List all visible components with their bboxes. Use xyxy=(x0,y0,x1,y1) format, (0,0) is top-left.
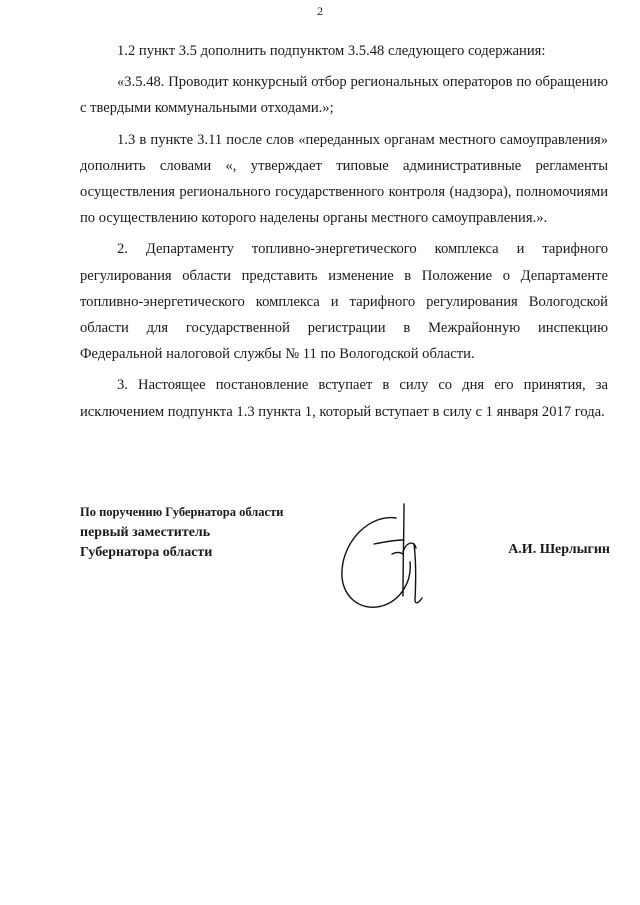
signer-name: А.И. Шерлыгин xyxy=(508,542,610,557)
signature-authority-line: По поручению Губернатора области xyxy=(80,505,284,519)
signature-position-line-2: Губернатора области xyxy=(80,545,213,560)
paragraph-quote-3-5-48: «3.5.48. Проводит конкурсный отбор региональных операторов по обращению с твердыми коммунальными отходами.»; xyxy=(80,74,608,117)
page-number: 2 xyxy=(317,4,323,18)
signature-title-block xyxy=(80,504,310,563)
signature-position-line: первый заместитель xyxy=(80,525,211,540)
handwritten-signature xyxy=(330,500,440,615)
paragraph-1-2: 1.2 пункт 3.5 дополнить подпунктом 3.5.48 следующего содержания: xyxy=(117,43,546,59)
paragraph-1-3: 1.3 в пункте 3.11 после слов «переданных органам местного самоуправления» дополнить словами «, утверждает типовые административные регламенты осуществления регионального государственного контроля (надзора), полномочиями по осуществлению которого наделены органы местного самоуправления.». xyxy=(80,131,608,227)
paragraph-2: 2. Департаменту топливно-энергетического комплекса и тарифного регулирования области представить изменение в Положение о Департаменте топливно-энергетического комплекса и тарифного регулирования Вологодской области для государственной регистрации в Межрайонную инспекцию Федеральной налоговой службы № 11 по Вологодской области. xyxy=(80,241,608,363)
document-body xyxy=(80,38,608,425)
paragraph-3: 3. Настоящее постановление вступает в силу со дня его принятия, за исключением подпункта 1.3 пункта 1, который вступает в силу с 1 января 2017 года. xyxy=(80,377,608,420)
